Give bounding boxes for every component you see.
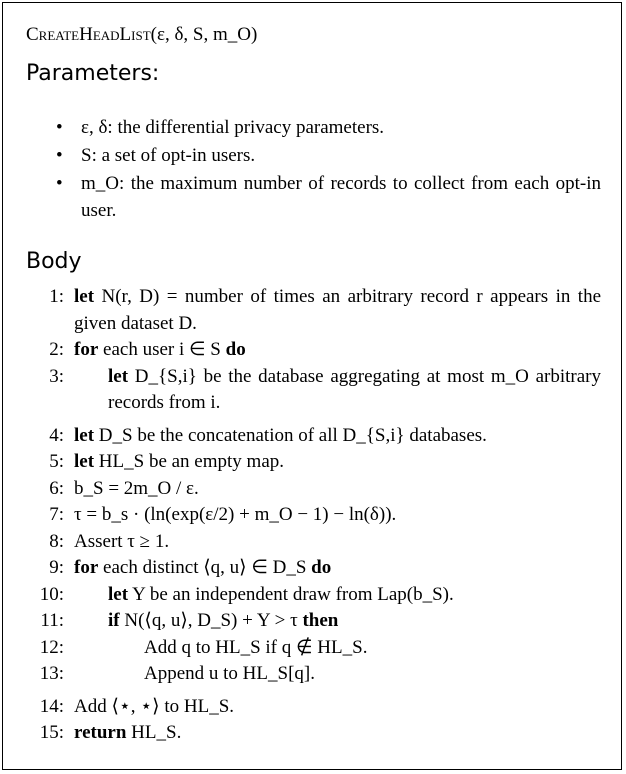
line-number: 11: — [40, 610, 64, 631]
line-number: 15: — [39, 722, 64, 743]
line-number: 4: — [49, 424, 64, 446]
line-text: Y be an independent draw from Lap(b_S). — [132, 583, 454, 605]
line-number: 6: — [49, 477, 64, 499]
line-number: 7: — [49, 504, 64, 525]
line-text: τ = b_s · (ln(exp(ε/2) + m_O − 1) − ln(δ)). — [74, 504, 397, 525]
algo-line-11 — [26, 608, 601, 635]
algo-line-12 — [26, 635, 601, 662]
line-number: 5: — [49, 451, 64, 472]
algorithm-body — [26, 284, 601, 747]
parameter-item: • ε, δ: the differential privacy parameters. — [56, 114, 601, 141]
line-text: D_{S,i} be the database aggregating at most m_O arbitrary records from i. — [108, 365, 602, 413]
parameter-list — [56, 114, 601, 225]
line-text: D_S be the concatenation of all D_{S,i} databases. — [98, 424, 487, 446]
line-number: 9: — [49, 557, 64, 578]
algo-line-10 — [26, 582, 601, 609]
line-number: 12: — [39, 636, 64, 658]
keyword-end: then — [302, 610, 339, 631]
line-text: Append u to HL_S[q]. — [144, 663, 315, 684]
line-number: 3: — [49, 365, 64, 387]
line-number: 14: — [39, 695, 64, 717]
keyword: for — [74, 339, 99, 360]
function-name: CreateHeadList — [26, 24, 151, 45]
keyword-end: do — [311, 557, 332, 578]
line-text: Assert τ ≥ 1. — [74, 530, 170, 552]
line-number: 8: — [49, 530, 64, 552]
algorithm-title — [26, 24, 257, 46]
keyword: let — [108, 583, 129, 605]
keyword: for — [74, 557, 99, 578]
line-text: each distinct ⟨q, u⟩ ∈ D_S — [103, 557, 307, 578]
algo-line-1 — [26, 284, 601, 337]
keyword: let — [74, 451, 95, 472]
keyword: let — [108, 365, 129, 387]
algo-line-13 — [26, 661, 601, 688]
algo-line-9 — [26, 555, 601, 582]
algo-line-4 — [26, 423, 601, 450]
keyword: let — [74, 424, 95, 446]
line-number: 10: — [39, 583, 64, 605]
parameters-heading: Parameters: — [26, 61, 160, 86]
line-text: Add ⟨⋆, ⋆⟩ to HL_S. — [74, 695, 235, 717]
algo-line-14 — [26, 694, 601, 721]
line-text: N(r, D) = number of times an arbitrary record r appears in the given dataset D. — [74, 286, 602, 334]
algo-line-2 — [26, 337, 601, 364]
algo-line-5 — [26, 449, 601, 476]
line-text: HL_S be an empty map. — [98, 451, 285, 472]
keyword: if — [108, 610, 120, 631]
line-text: Add q to HL_S if q ∉ HL_S. — [144, 636, 368, 658]
keyword: return — [74, 722, 127, 743]
keyword-end: do — [225, 339, 246, 360]
body-heading: Body — [26, 249, 82, 274]
line-text: b_S = 2m_O / ε. — [74, 477, 199, 499]
line-text: HL_S. — [131, 722, 182, 743]
parameter-item: • S: a set of opt-in users. — [56, 142, 601, 169]
line-number: 1: — [49, 286, 64, 307]
algo-line-8 — [26, 529, 601, 556]
algo-line-7 — [26, 502, 601, 529]
parameter-item: • m_O: the maximum number of records to collect from each opt-in user. — [56, 170, 601, 224]
line-text: each user i ∈ S — [103, 339, 221, 360]
line-number: 2: — [49, 339, 64, 360]
keyword: let — [74, 286, 95, 307]
algo-line-15 — [26, 720, 601, 747]
function-args: (ε, δ, S, m_O) — [150, 24, 258, 45]
line-number: 13: — [39, 663, 64, 684]
algo-line-6 — [26, 476, 601, 503]
algo-line-3 — [26, 364, 601, 417]
line-text: N(⟨q, u⟩, D_S) + Y > τ — [124, 610, 298, 631]
